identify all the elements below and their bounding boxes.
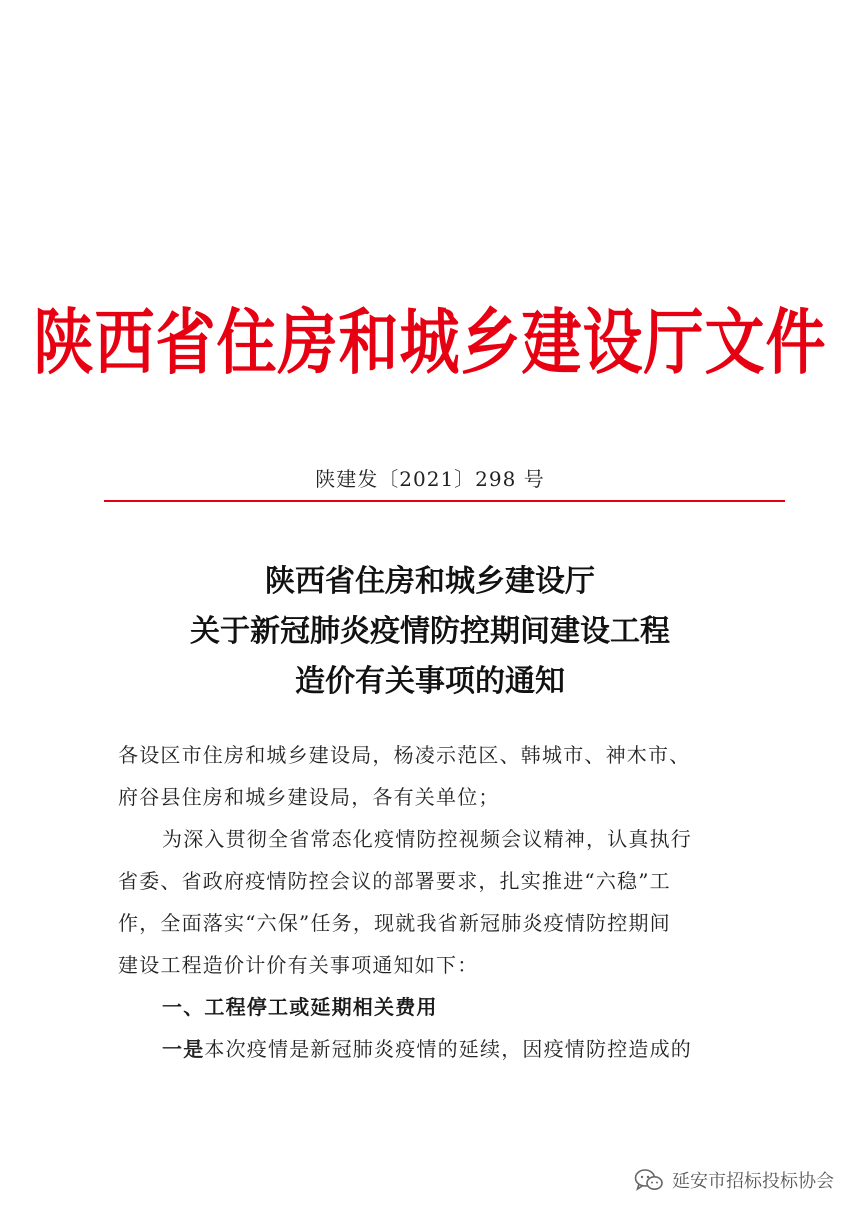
body-line-2: 省委、省政府疫情防控会议的部署要求，扎实推进“六稳”工: [118, 869, 671, 893]
section-heading: 一、工程停工或延期相关费用: [162, 995, 438, 1019]
document-number: 陕建发〔2021〕298 号: [315, 467, 545, 491]
emphasis-lead: 一是: [162, 1037, 205, 1061]
body-line-1: 为深入贯彻全省常态化疫情防控视频会议精神，认真执行: [162, 827, 692, 851]
account-watermark: [634, 1162, 834, 1198]
body-line-5-text: 本次疫情是新冠肺炎疫情的延续，因疫情防控造成的: [204, 1037, 693, 1061]
body-line-5: [162, 1028, 802, 1070]
notice-title-line-3: 造价有关事项的通知: [295, 664, 565, 699]
wechat-icon: [634, 1168, 664, 1192]
body-line-3: 作，全面落实“六保”任务，现就我省新冠肺炎疫情防控期间: [118, 911, 671, 935]
addressee-line-2: 府谷县住房和城乡建设局，各有关单位；: [118, 785, 500, 809]
red-divider: [104, 500, 785, 502]
masthead-title: 陕西省住房和城乡建设厅文件: [33, 301, 827, 385]
watermark-text: 延安市招标投标协会: [672, 1171, 834, 1192]
notice-title-line-2: 关于新冠肺炎疫情防控期间建设工程: [190, 614, 670, 649]
notice-title-line-1: 陕西省住房和城乡建设厅: [265, 564, 595, 599]
body-line-4: 建设工程造价计价有关事项通知如下：: [118, 953, 479, 977]
addressee-line-1: 各设区市住房和城乡建设局，杨凌示范区、韩城市、神木市、: [118, 743, 691, 767]
